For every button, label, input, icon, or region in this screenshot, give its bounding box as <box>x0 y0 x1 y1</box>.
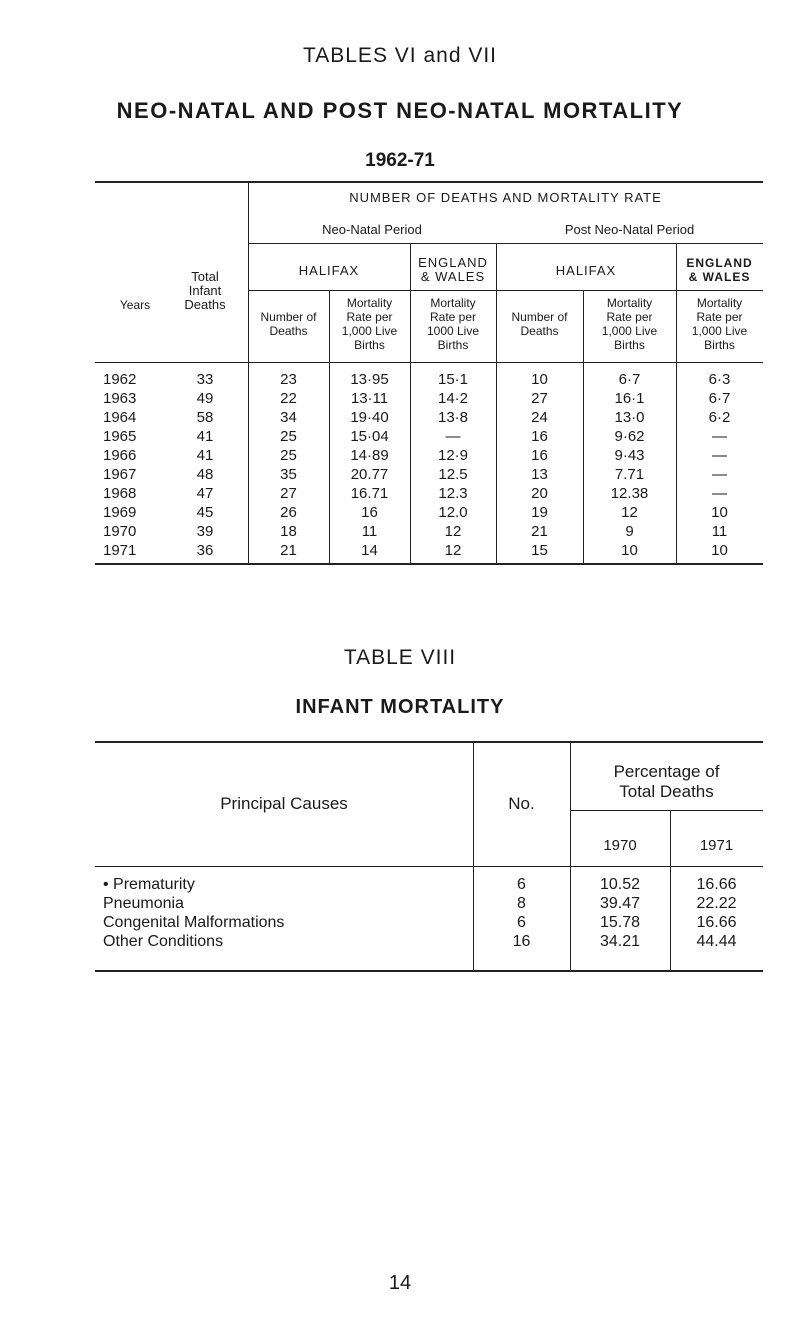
post-rate-cell: 9 <box>625 523 634 540</box>
post-num-cell: 13 <box>531 466 548 483</box>
neo-rate-cell: 15·04 <box>350 428 389 445</box>
neo-num-cell: 35 <box>280 466 297 483</box>
neo-rate-cell: 20.77 <box>350 466 389 483</box>
no-cell: 8 <box>517 895 526 912</box>
neo-ew-cell: 13·8 <box>437 409 469 426</box>
post-rate-cell: 7.71 <box>614 466 645 483</box>
year-cell: 1966 <box>103 447 137 464</box>
year-1971-header: 1971 <box>699 837 734 854</box>
total-cell: 58 <box>196 409 214 426</box>
halifax-neo-header: HALIFAX <box>298 263 360 278</box>
post-rate-cell: 12.38 <box>610 485 649 502</box>
p1971-cell: 22.22 <box>696 895 737 912</box>
deaths-rate-group-header: NUMBER OF DEATHS AND MORTALITY RATE <box>349 190 662 205</box>
neo-rate-cell: 19·40 <box>350 409 389 426</box>
england-wales-neo-header: ENGLAND & WALES <box>418 255 488 284</box>
neo-mortality-rate-header: Mortality Rate per 1,000 Live Births <box>341 296 398 352</box>
year-cell: 1965 <box>103 428 137 445</box>
post-ew-cell: — <box>712 428 727 445</box>
neo-num-cell: 23 <box>280 371 297 388</box>
no-cell: 6 <box>517 914 526 931</box>
p1971-cell: 16.66 <box>696 876 737 893</box>
halifax-post-header: HALIFAX <box>555 263 617 278</box>
post-ew-cell: 10 <box>711 504 728 521</box>
year-cell: 1969 <box>103 504 137 521</box>
principal-causes-header: Principal Causes <box>220 794 348 813</box>
neo-ew-cell: 12.0 <box>438 504 468 521</box>
table-viii-heading: TABLE VIII <box>343 646 457 669</box>
neo-num-cell: 34 <box>280 409 297 426</box>
post-neo-natal-header: Post Neo-Natal Period <box>564 222 695 237</box>
neo-rate-cell: 14 <box>361 542 378 559</box>
neo-num-cell: 27 <box>280 485 297 502</box>
post-rate-cell: 16·1 <box>614 390 645 407</box>
neonatal-mortality-heading: NEO-NATAL AND POST NEO-NATAL MORTALITY <box>116 98 684 123</box>
no-cell: 16 <box>512 933 531 950</box>
post-num-cell: 19 <box>531 504 548 521</box>
post-num-cell: 15 <box>531 542 548 559</box>
neo-num-cell: 25 <box>280 428 297 445</box>
post-num-cell: 16 <box>531 447 548 464</box>
p1971-cell: 44.44 <box>696 933 737 950</box>
cause-cell: Pneumonia <box>103 895 184 912</box>
p1970-cell: 15.78 <box>599 914 641 931</box>
year-1970-header: 1970 <box>603 837 637 854</box>
neo-rate-cell: 16 <box>361 504 378 521</box>
post-rate-cell: 12 <box>621 504 638 521</box>
post-rate-cell: 9·62 <box>614 428 645 445</box>
neo-rate-cell: 16.71 <box>350 485 389 502</box>
cause-cell: • Prematurity <box>103 876 195 893</box>
post-ew-cell: — <box>712 466 727 483</box>
post-ew-cell: 6·2 <box>708 409 731 426</box>
year-cell: 1970 <box>103 523 137 540</box>
post-num-cell: 24 <box>531 409 548 426</box>
neo-ew-cell: 12·9 <box>437 447 469 464</box>
post-ew-cell: 6·7 <box>708 390 731 407</box>
total-cell: 45 <box>196 504 214 521</box>
england-wales-post-header: ENGLAND & WALES <box>686 256 753 284</box>
post-rate-cell: 13·0 <box>614 409 645 426</box>
post-number-of-deaths-header: Number of Deaths <box>511 310 568 338</box>
post-rate-cell: 6·7 <box>618 371 641 388</box>
total-cell: 41 <box>196 428 214 445</box>
neo-number-of-deaths-header: Number of Deaths <box>260 310 317 338</box>
post-num-cell: 21 <box>531 523 548 540</box>
no-header: No. <box>508 794 535 813</box>
total-cell: 36 <box>196 542 214 559</box>
neo-num-cell: 22 <box>280 390 297 407</box>
post-ew-cell: 10 <box>711 542 728 559</box>
total-cell: 47 <box>196 485 214 502</box>
post-rate-cell: 9·43 <box>614 447 645 464</box>
total-infant-deaths-header: Total Infant Deaths <box>184 269 226 312</box>
neo-ew-cell: 14·2 <box>437 390 469 407</box>
year-cell: 1963 <box>103 390 137 407</box>
neo-rate-cell: 14·89 <box>350 447 389 464</box>
neo-ew-cell: 15·1 <box>437 371 469 388</box>
total-cell: 48 <box>196 466 214 483</box>
neo-num-cell: 26 <box>280 504 297 521</box>
p1970-cell: 39.47 <box>599 895 641 912</box>
neo-ew-cell: 12.5 <box>438 466 468 483</box>
post-ew-mortality-rate-header: Mortality Rate per 1,000 Live Births <box>691 296 748 352</box>
total-cell: 33 <box>196 371 214 388</box>
post-num-cell: 20 <box>531 485 548 502</box>
p1971-cell: 16.66 <box>696 914 737 931</box>
year-cell: 1971 <box>103 542 137 559</box>
neo-ew-cell: 12.3 <box>438 485 468 502</box>
page-number: 14 <box>388 1272 412 1294</box>
neo-ew-cell: — <box>445 428 461 445</box>
neo-num-cell: 21 <box>280 542 297 559</box>
post-rate-cell: 10 <box>621 542 638 559</box>
post-num-cell: 27 <box>531 390 548 407</box>
no-cell: 6 <box>517 876 526 893</box>
years-range-heading: 1962-71 <box>365 150 435 171</box>
neo-ew-cell: 12 <box>444 542 462 559</box>
post-num-cell: 10 <box>531 371 548 388</box>
infant-mortality-heading: INFANT MORTALITY <box>295 696 505 718</box>
neo-rate-cell: 13·95 <box>350 371 389 388</box>
years-header: Years <box>119 298 151 312</box>
neo-rate-cell: 11 <box>361 523 378 540</box>
year-cell: 1967 <box>103 466 137 483</box>
p1970-cell: 34.21 <box>599 933 641 950</box>
neo-ew-cell: 12 <box>444 523 462 540</box>
post-ew-cell: — <box>712 447 727 464</box>
post-ew-cell: 6·3 <box>708 371 731 388</box>
total-cell: 39 <box>196 523 214 540</box>
year-cell: 1968 <box>103 485 137 502</box>
neo-num-cell: 25 <box>280 447 297 464</box>
post-mortality-rate-header: Mortality Rate per 1,000 Live Births <box>601 296 658 352</box>
post-ew-cell: — <box>712 485 727 502</box>
tables-heading: TABLES VI and VII <box>302 44 498 67</box>
cause-cell: Other Conditions <box>103 933 224 950</box>
total-cell: 49 <box>196 390 214 407</box>
percentage-total-deaths-header: Percentage of Total Deaths <box>613 762 720 801</box>
neo-rate-cell: 13·11 <box>350 390 389 407</box>
year-cell: 1964 <box>103 409 137 426</box>
p1970-cell: 10.52 <box>599 876 641 893</box>
neo-num-cell: 18 <box>280 523 297 540</box>
total-cell: 41 <box>196 447 214 464</box>
cause-cell: Congenital Malformations <box>103 914 285 931</box>
neo-natal-header: Neo-Natal Period <box>322 222 422 237</box>
post-num-cell: 16 <box>531 428 548 445</box>
neo-ew-mortality-rate-header: Mortality Rate per 1000 Live Births <box>426 296 480 352</box>
year-cell: 1962 <box>103 371 137 388</box>
post-ew-cell: 11 <box>711 523 728 540</box>
